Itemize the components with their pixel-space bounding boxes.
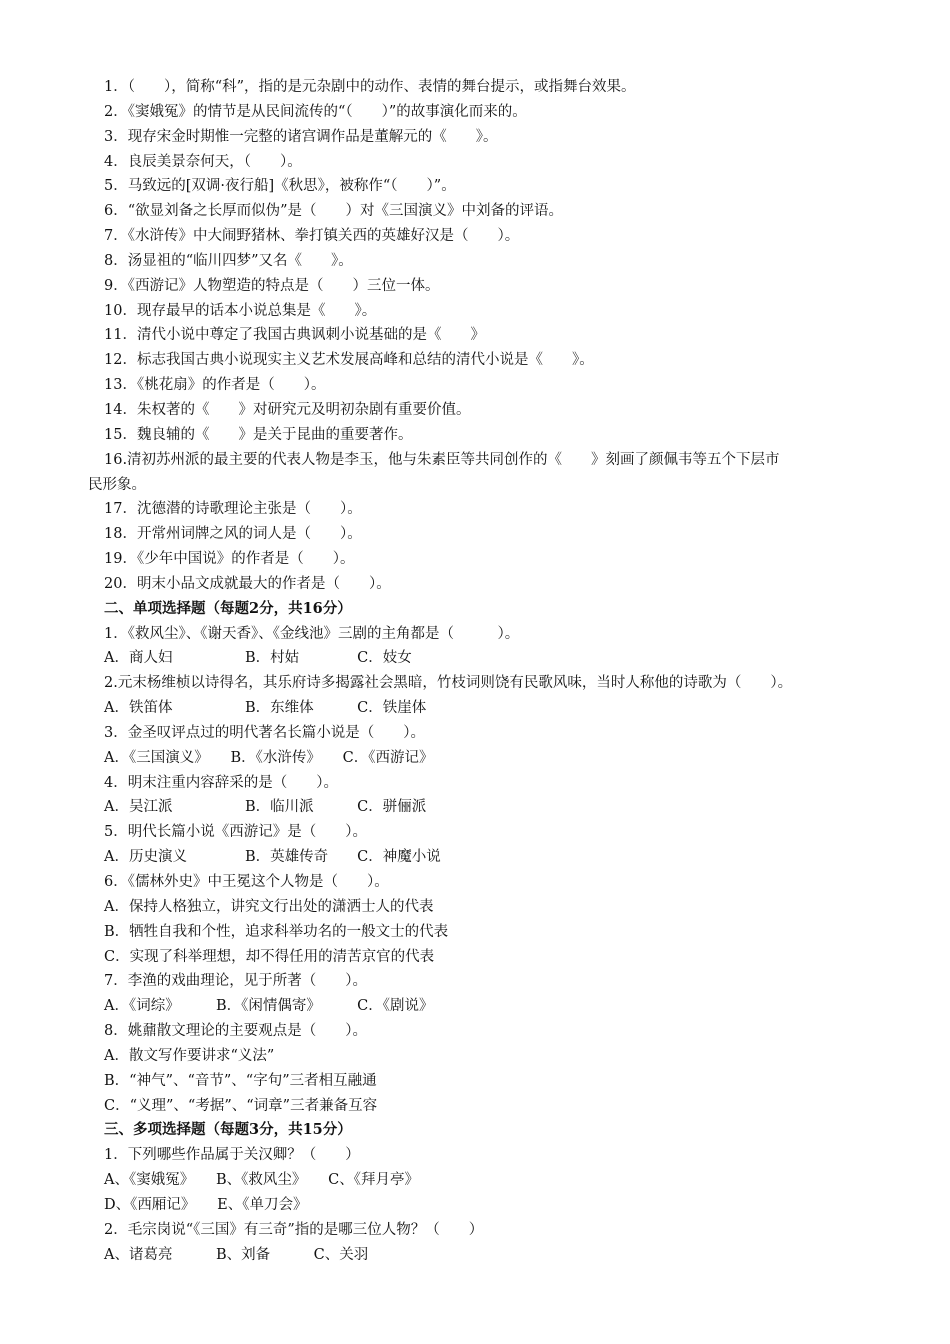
mc-options-1b: D、《西厢记》 E、《单刀会》 xyxy=(104,1196,308,1213)
mc-options-1a: A、《窦娥冤》 B、《救风尘》 C、《拜月亭》 xyxy=(104,1172,419,1189)
sc-question-8: 8．姚鼐散文理论的主要观点是（ ）。 xyxy=(104,1023,367,1040)
sc-question-6: 6．《儒林外史》中王冕这个人物是（ ）。 xyxy=(104,874,389,890)
exam-content xyxy=(88,75,888,1268)
sc-option-6c: C．实现了科举理想，却不得任用的清苦京官的代表 xyxy=(104,948,435,965)
sc-question-7: 7．李渔的戏曲理论，见于所著（ ）。 xyxy=(104,973,367,990)
question-19: 19．《少年中国说》的作者是（ ）。 xyxy=(104,551,355,568)
mc-options-2: A、诸葛亮 B、刘备 C、关羽 xyxy=(104,1246,369,1263)
sc-question-5: 5．明代长篇小说《西游记》是（ ）。 xyxy=(104,824,367,841)
sc-option-6a: A．保持人格独立，讲究文行出处的潇洒士人的代表 xyxy=(104,898,434,915)
question-20: 20．明末小品文成就最大的作者是（ ）。 xyxy=(104,575,391,592)
question-7: 7．《水浒传》中大闹野猪林、拳打镇关西的英雄好汉是（ ）。 xyxy=(104,228,520,245)
sc-options-1: A．商人妇 B．村姑 C．妓女 xyxy=(104,650,412,667)
question-5: 5．马致远的[双调·夜行船]《秋思》，被称作“（ ）”。 xyxy=(104,178,456,195)
sc-options-2: A．铁笛体 B．东维体 C．铁崖体 xyxy=(104,700,427,717)
question-16: 16.清初苏州派的最主要的代表人物是李玉，他与朱素臣等共同创作的《 》刻画了颜佩韦等五个下层市 xyxy=(104,451,780,468)
question-1: 1．（ ），简称“科”，指的是元杂剧中的动作、表情的舞台提示，或指舞台效果。 xyxy=(104,79,636,95)
sc-option-6b: B．牺牲自我和个性，追求科举功名的一般文士的代表 xyxy=(104,923,449,940)
sc-options-3: A．《三国演义》 B．《水浒传》 C．《西游记》 xyxy=(104,749,434,766)
question-13: 13．《桃花扇》的作者是（ ）。 xyxy=(104,377,326,394)
question-9: 9．《西游记》人物塑造的特点是（ ）三位一体。 xyxy=(104,277,440,294)
question-11: 11．清代小说中尊定了我国古典讽刺小说基础的是《 》 xyxy=(104,327,485,344)
sc-options-7: A．《词综》 B．《闲情偶寄》 C．《剧说》 xyxy=(104,998,434,1015)
section-3-heading: 三、多项选择题（每题3分，共15分） xyxy=(104,1121,352,1139)
sc-question-2: 2.元末杨维桢以诗得名，其乐府诗多揭露社会黑暗，竹枝词则饶有民歌风味，当时人称他的诗歌为（ ）。 xyxy=(104,675,793,692)
sc-option-8b: B．“神气”、“音节”、“字句”三者相互融通 xyxy=(104,1072,377,1089)
mc-question-2: 2．毛宗岗说“《三国》有三奇”指的是哪三位人物？（ ） xyxy=(104,1221,484,1238)
question-18: 18．开常州词牌之风的词人是（ ）。 xyxy=(104,526,362,543)
sc-question-1: 1．《救风尘》、《谢天香》、《金线池》三剧的主角都是（ ）。 xyxy=(104,625,520,642)
sc-question-3: 3．金圣叹评点过的明代著名长篇小说是（ ）。 xyxy=(104,724,425,741)
question-6: 6．“欲显刘备之长厚而似伪”是（ ）对《三国演义》中刘备的评语。 xyxy=(104,203,564,220)
question-16-continuation: 民形象。 xyxy=(88,476,146,493)
sc-options-4: A．吴江派 B．临川派 C．骈俪派 xyxy=(104,799,427,816)
question-10: 10．现存最早的话本小说总集是《 》。 xyxy=(104,302,377,319)
question-8: 8．汤显祖的“临川四梦”又名《 》。 xyxy=(104,252,353,269)
section-2-heading: 二、单项选择题（每题2分，共16分） xyxy=(104,599,352,617)
sc-option-8a: A．散文写作要讲求“义法” xyxy=(104,1047,275,1064)
question-4: 4．良辰美景奈何天，（ ）。 xyxy=(104,153,302,170)
sc-question-4: 4．明末注重内容辞采的是（ ）。 xyxy=(104,774,338,791)
sc-options-5: A．历史演义 B．英雄传奇 C．神魔小说 xyxy=(104,849,441,866)
sc-option-8c: C．“义理”、“考据”、“词章”三者兼备互容 xyxy=(104,1097,378,1114)
question-12: 12．标志我国古典小说现实主义艺术发展高峰和总结的清代小说是《 》。 xyxy=(104,352,594,369)
question-2: 2．《窦娥冤》的情节是从民间流传的“（ ）”的故事演化而来的。 xyxy=(104,103,527,120)
question-15: 15．魏良辅的《 》是关于昆曲的重要著作。 xyxy=(104,426,413,443)
question-14: 14．朱权著的《 》对研究元及明初杂剧有重要价值。 xyxy=(104,401,471,418)
question-17: 17．沈德潜的诗歌理论主张是（ ）。 xyxy=(104,501,362,518)
mc-question-1: 1．下列哪些作品属于关汉卿？（ ） xyxy=(104,1147,360,1164)
question-3: 3．现存宋金时期惟一完整的诸宫调作品是董解元的《 》。 xyxy=(104,128,498,145)
